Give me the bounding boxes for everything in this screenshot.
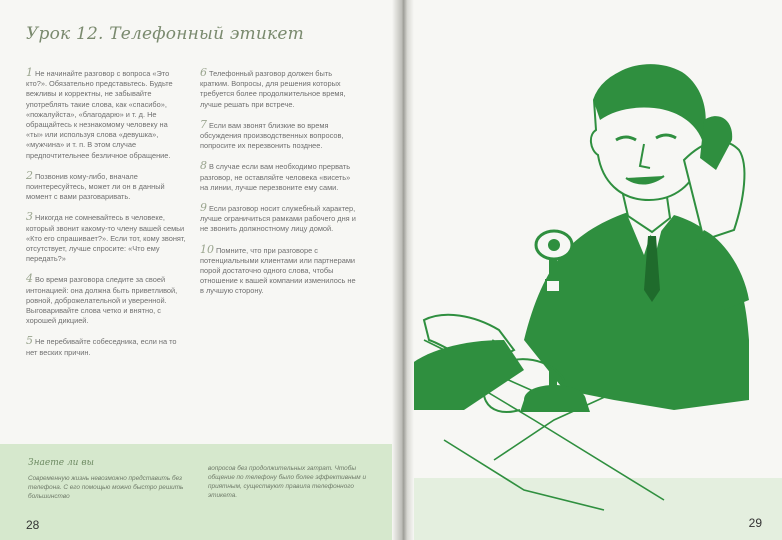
rule-item: 8 В случае если вам необходимо прервать разговор, не оставляйте человека «висеть» на линии, лучше перезвоните ему сами. xyxy=(200,159,351,192)
page-number-left: 28 xyxy=(26,518,40,532)
did-you-know-text-right: вопросов без продолжительных затрат. Чтобы общение по телефону было более эффективным и приятным, существуют правила телефонного этикета. xyxy=(208,465,366,499)
man-on-telephone-illustration xyxy=(404,40,782,520)
rule-item: 6 Телефонный разговор должен быть кратким. Вопросы, для решения которых требуется более продолжительное время, лучше решать при встрече. xyxy=(200,66,346,109)
rule-item: 7 Если вам звонят близкие во время обсуждения производственных вопросов, попросите их перезвонить позднее. xyxy=(200,117,344,151)
rules-column-2 xyxy=(200,68,360,307)
rule-item: 5 Не перебивайте собеседника, если на то нет веских причин. xyxy=(26,334,177,357)
rule-item: 3 Никогда не сомневайтесь в человеке, который звонит какому-то члену вашей семьи «Кто его спрашивает?». Если тот, кому звонят, отсутствует, лучше спросите: «Что ему передать?» xyxy=(26,210,186,264)
page-title: Урок 12. Телефонный этикет xyxy=(26,24,304,44)
page-number-right: 29 xyxy=(748,516,762,530)
rule-item: 9 Если разговор носит служебный характер, лучше ограничиться рамками рабочего дня и не звонить должностному лицу домой. xyxy=(200,201,356,234)
book-gutter xyxy=(392,0,414,540)
rule-item: 4 Во время разговора следите за своей интонацией: она должна быть приветливой, ровной, доброжелательной и уверенной. Выговаривайте слова четко и внятно, с хорошей дикцией. xyxy=(26,272,178,326)
rule-item: 2 Позвонив кому-либо, вначале поинтересуйтесь, может ли он в данный момент с вами разговаривать. xyxy=(26,168,165,202)
did-you-know-title: Знаете ли вы xyxy=(28,458,94,468)
rules-column-1 xyxy=(26,68,186,368)
right-page xyxy=(404,0,782,540)
rule-item: 1 Не начинайте разговор с вопроса «Это кто?». Обязательно представьтесь. Будьте вежливы и корректны, не забывайте употреблять такие слова, как «спасибо», «пожалуйста», «благодарю» и т. д. Не обращайтесь к незнакомому человеку на «ты» или используя слова «девушка», «мужчина» и т. п. В этом случае предпочтительнее безличное обращение. xyxy=(26,66,173,160)
did-you-know-text-left: Современную жизнь невозможно представить без телефона. С его помощью можно быстро решить большинство xyxy=(28,475,184,500)
rule-item: 10 Помните, что при разговоре с потенциальными клиентами или партнерами порой достаточно одного слова, чтобы отношение к вашей компании изменилось не в лучшую сторону. xyxy=(200,242,356,296)
